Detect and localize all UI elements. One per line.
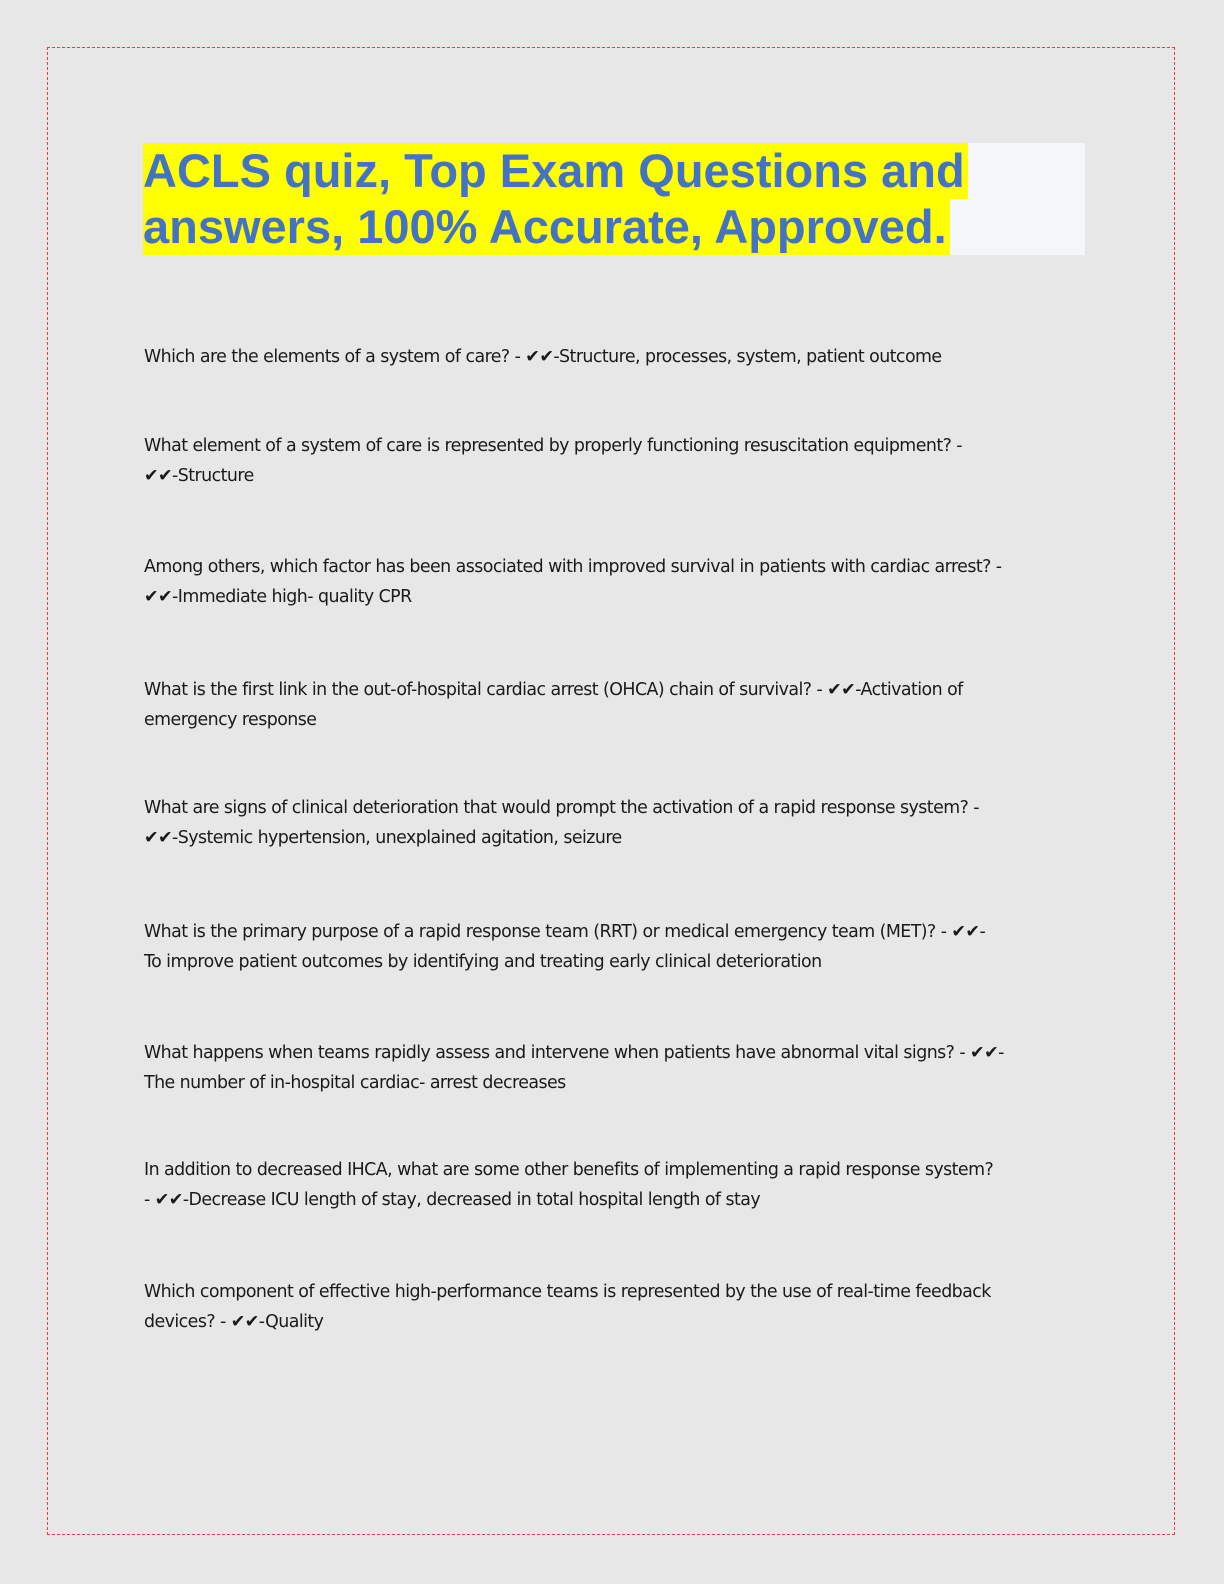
document-title [143, 143, 1085, 255]
qa-item-8 [144, 1155, 1090, 1215]
title-line-text: answers, 100% Accurate, Approved. [143, 199, 950, 255]
qa-line: Among others, which factor has been associated with improved survival in patients with cardiac arrest? - [144, 557, 1002, 577]
qa-line: ✔✔-Immediate high- quality CPR [144, 587, 412, 607]
title-line [143, 143, 1085, 199]
qa-line: emergency response [144, 710, 317, 730]
qa-line: What happens when teams rapidly assess and intervene when patients have abnormal vital signs? - ✔✔- [144, 1043, 1004, 1063]
qa-item-4 [144, 675, 1090, 735]
title-line-text: ACLS quiz, Top Exam Questions and [143, 143, 968, 199]
title-line [143, 199, 1085, 255]
qa-item-6 [144, 917, 1090, 977]
qa-line: What element of a system of care is represented by properly functioning resuscitation equipment? - [144, 436, 962, 456]
qa-item-2 [144, 431, 1090, 491]
qa-item-3 [144, 552, 1090, 612]
qa-line: ✔✔-Structure [144, 466, 254, 486]
qa-line: What is the primary purpose of a rapid response team (RRT) or medical emergency team (MET)? - ✔✔- [144, 922, 986, 942]
qa-line: The number of in-hospital cardiac- arrest decreases [144, 1073, 566, 1093]
qa-line: To improve patient outcomes by identifying and treating early clinical deterioration [144, 952, 822, 972]
qa-line: ✔✔-Systemic hypertension, unexplained agitation, seizure [144, 828, 622, 848]
qa-line: - ✔✔-Decrease ICU length of stay, decreased in total hospital length of stay [144, 1190, 761, 1210]
qa-line: What are signs of clinical deterioration that would prompt the activation of a rapid response system? - [144, 798, 980, 818]
qa-line: Which component of effective high-performance teams is represented by the use of real-time feedback [144, 1282, 991, 1302]
qa-line: In addition to decreased IHCA, what are some other benefits of implementing a rapid response system? [144, 1160, 994, 1180]
qa-line: devices? - ✔✔-Quality [144, 1312, 324, 1332]
qa-line: Which are the elements of a system of care? - ✔✔-Structure, processes, system, patient outcome [144, 347, 942, 367]
qa-item-1 [144, 342, 1090, 372]
qa-item-9 [144, 1277, 1090, 1337]
qa-item-5 [144, 793, 1090, 853]
qa-item-7 [144, 1038, 1090, 1098]
title-block [143, 143, 1085, 255]
qa-line: What is the first link in the out-of-hospital cardiac arrest (OHCA) chain of survival? - ✔✔-Activation of [144, 680, 963, 700]
